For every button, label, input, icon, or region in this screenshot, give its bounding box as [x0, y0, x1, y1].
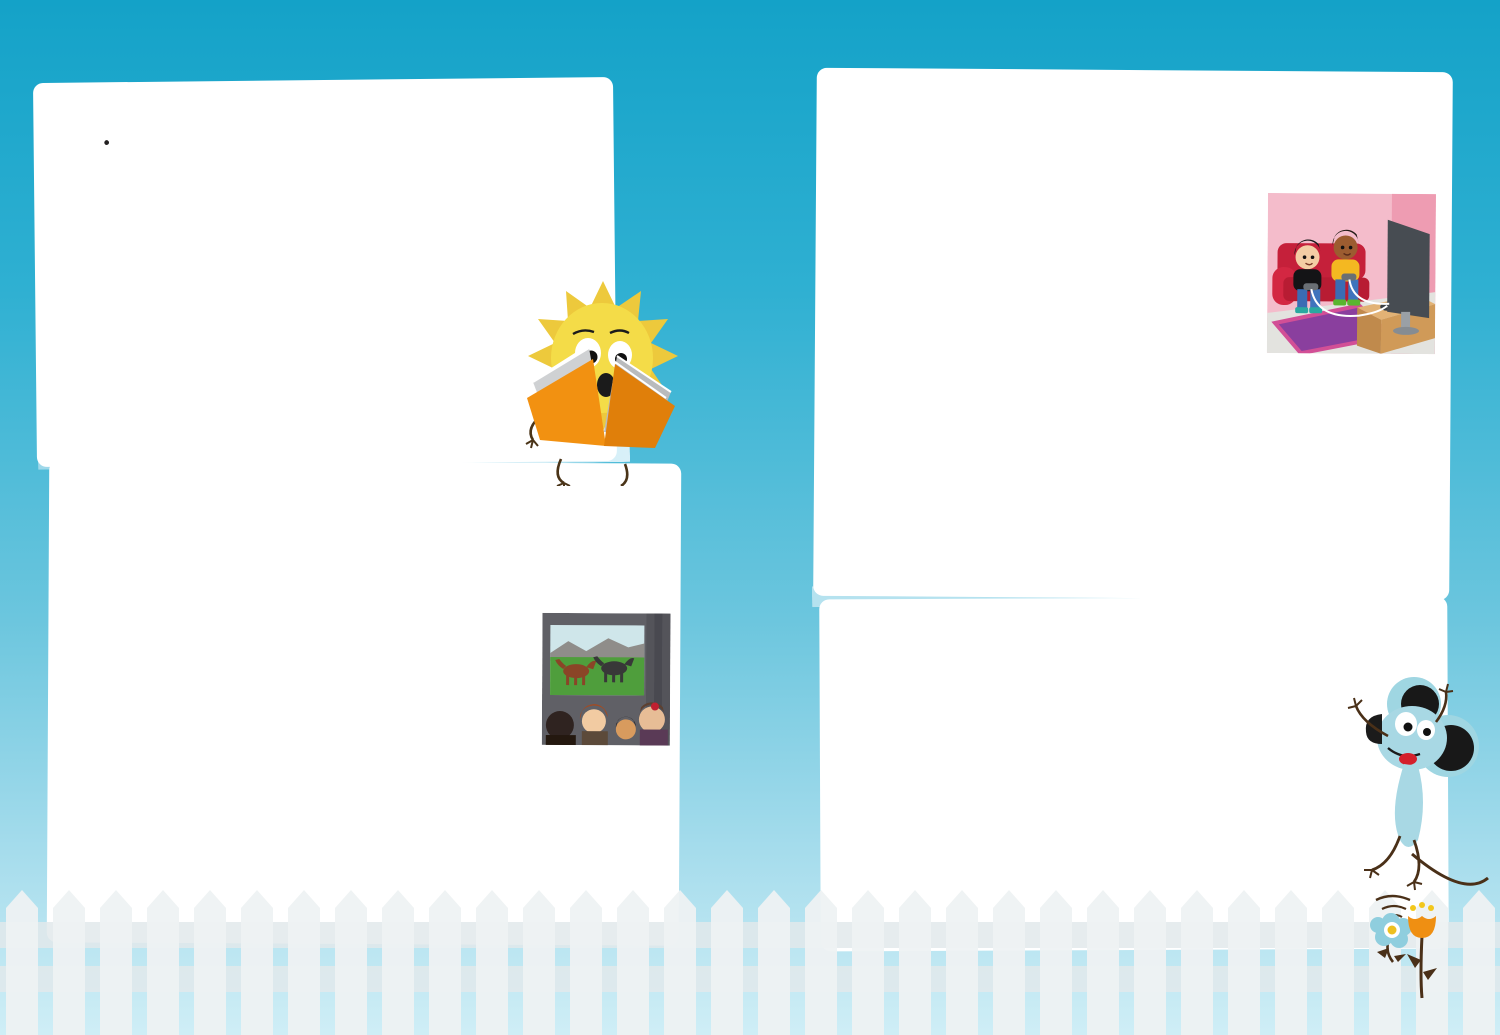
get-started-list	[91, 511, 639, 514]
get-started-panel	[47, 460, 682, 945]
bullet-time-example	[82, 127, 572, 132]
intro-closing	[76, 127, 572, 132]
gaming-scene-image	[1267, 193, 1436, 354]
intro-paragraph	[76, 127, 572, 132]
bullet-cause-example	[82, 127, 572, 132]
now-try-these-heading	[867, 629, 1405, 631]
cinema-scene-image	[542, 613, 671, 746]
try-these-panel	[813, 68, 1453, 600]
now-try-these-instructions	[867, 643, 1405, 645]
mouse-character-icon	[1296, 664, 1500, 964]
try-these-list	[867, 114, 1411, 118]
try-these-heading	[867, 98, 1411, 102]
intro-bullets	[82, 127, 572, 132]
page-header	[48, 44, 55, 68]
sun-character-icon	[503, 274, 678, 486]
get-started-instructions	[91, 509, 639, 512]
page-title	[75, 122, 555, 127]
tulip-icon	[1400, 898, 1448, 1010]
get-started-heading	[91, 495, 639, 498]
try-these-instructions	[867, 112, 1411, 116]
now-try-these-list	[867, 645, 1405, 647]
